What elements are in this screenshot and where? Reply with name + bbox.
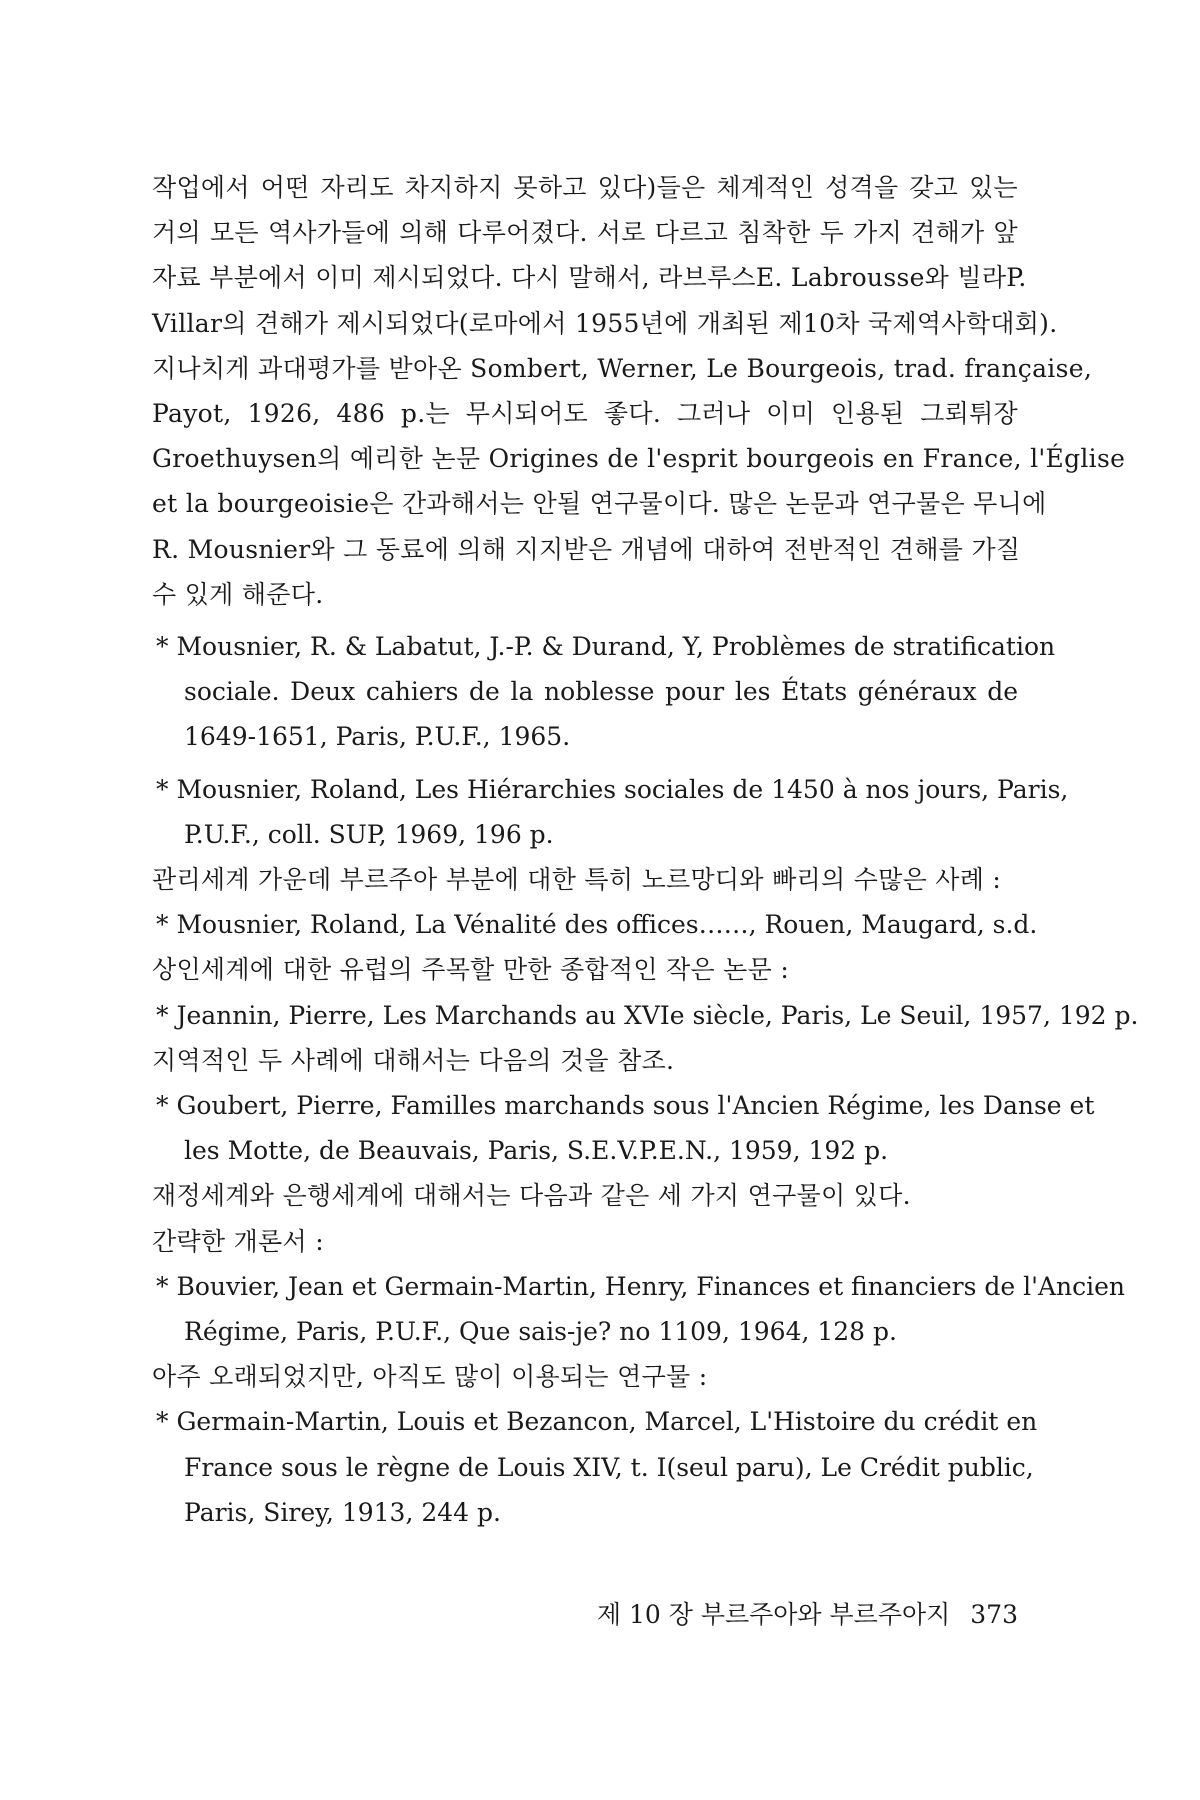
text-line: Payot, 1926, 486 p.는 무시되어도 좋다. 그러나 이미 인용된 그뢰튀장 [152, 399, 1018, 429]
reference-line: * Mousnier, Roland, La Vénalité des offices……, Rouen, Maugard, s.d. [156, 910, 1038, 940]
text-line: Groethuysen의 예리한 논문 Origines de l'esprit bourgeois en France, l'Église [152, 444, 1126, 474]
text-line: R. Mousnier와 그 동료에 의해 지지받은 개념에 대하여 전반적인 견해를 가질 [152, 534, 1021, 564]
text-line: 자료 부분에서 이미 제시되었다. 다시 말해서, 라브루스E. Labrousse와 빌라P. [152, 263, 1027, 293]
reference-entry [152, 1399, 1038, 1535]
paragraph [152, 165, 1126, 617]
page-number: 373 [970, 1600, 1018, 1629]
reference-line: sociale. Deux cahiers de la noblesse pour les États généraux de [184, 677, 1018, 707]
section-intro: 재정세계와 은행세계에 대해서는 다음과 같은 세 가지 연구물이 있다. [152, 1181, 911, 1211]
text-line: et la bourgeoisie은 간과해서는 안될 연구물이다. 많은 논문과 연구물은 무니에 [152, 489, 1047, 519]
section-intro: 상인세계에 대한 유럽의 주목할 만한 종합적인 작은 논문 : [152, 955, 790, 985]
reference-line: * Germain-Martin, Louis et Bezancon, Marcel, L'Histoire du crédit en [156, 1407, 1038, 1437]
section-intro: 아주 오래되었지만, 아직도 많이 이용되는 연구물 : [152, 1362, 708, 1392]
section-intro: 간략한 개론서 : [152, 1226, 324, 1256]
reference-line: P.U.F., coll. SUP, 1969, 196 p. [184, 819, 554, 849]
reference-entry [152, 767, 1069, 857]
reference-line: Paris, Sirey, 1913, 244 p. [184, 1497, 501, 1527]
chapter-title: 제 10 장 부르주아와 부르주아지 [596, 1600, 951, 1629]
reference-entry [152, 1264, 1126, 1354]
text-line: Villar의 견해가 제시되었다(로마에서 1955년에 개최된 제10차 국제역사학대회). [152, 308, 1058, 338]
reference-line: * Jeannin, Pierre, Les Marchands au XVIe siècle, Paris, Le Seuil, 1957, 192 p. [156, 1000, 1139, 1030]
reference-entry [152, 1083, 1095, 1173]
text-line: 지나치게 과대평가를 받아온 Sombert, Werner, Le Bourgeois, trad. française, [152, 353, 1093, 383]
section-intro: 관리세계 가운데 부르주아 부분에 대한 특히 노르망디와 빠리의 수많은 사례 : [152, 865, 1002, 895]
reference-line: * Mousnier, Roland, Les Hiérarchies sociales de 1450 à nos jours, Paris, [156, 774, 1069, 804]
reference-line: * Mousnier, R. & Labatut, J.-P. & Durand, Y, Problèmes de stratification [156, 632, 1056, 662]
text-line: 작업에서 어떤 자리도 차지하지 못하고 있다)들은 체계적인 성격을 갖고 있는 [152, 173, 1018, 202]
reference-line: 1649-1651, Paris, P.U.F., 1965. [184, 722, 571, 752]
text-line: 거의 모든 역사가들에 의해 다루어졌다. 서로 다르고 침착한 두 가지 견해가 앞 [152, 218, 1018, 248]
reference-line: Régime, Paris, P.U.F., Que sais-je? no 1109, 1964, 128 p. [184, 1317, 897, 1347]
text-line: 수 있게 해준다. [152, 579, 324, 609]
section-intro: 지역적인 두 사례에 대해서는 다음의 것을 참조. [152, 1045, 675, 1075]
reference-line: * Goubert, Pierre, Familles marchands sous l'Ancien Régime, les Danse et [156, 1091, 1095, 1121]
reference-line: * Bouvier, Jean et Germain-Martin, Henry, Finances et financiers de l'Ancien [156, 1271, 1126, 1301]
reference-line: France sous le règne de Louis XIV, t. I(seul paru), Le Crédit public, [184, 1452, 1034, 1482]
page-body [152, 165, 1139, 1535]
page-footer [0, 1598, 1018, 1632]
reference-line: les Motte, de Beauvais, Paris, S.E.V.P.E.N., 1959, 192 p. [184, 1136, 889, 1166]
reference-entry [152, 624, 1056, 760]
